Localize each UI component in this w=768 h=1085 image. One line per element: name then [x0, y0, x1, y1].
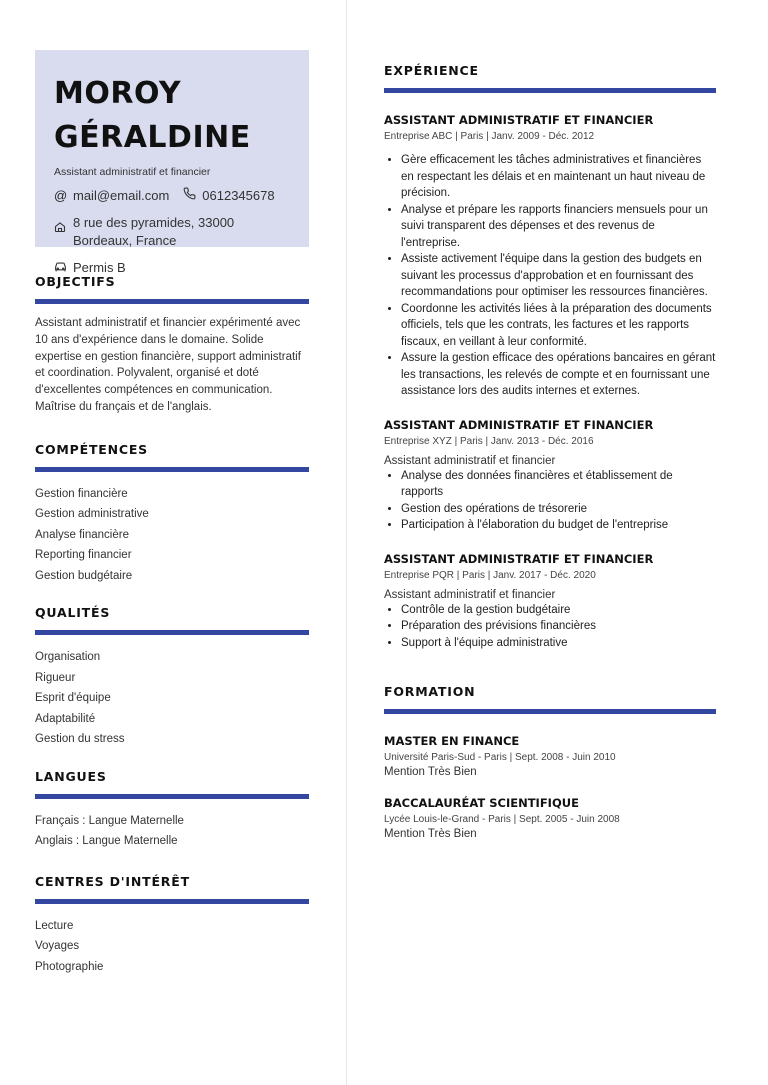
section-title: FORMATION: [384, 684, 476, 699]
job-entry: [384, 552, 716, 652]
formation-entry: [384, 796, 716, 840]
list-item: Adaptabilité: [35, 712, 96, 725]
at-icon: @: [54, 188, 68, 203]
objectifs-text: Assistant administratif et financier expérimenté avec 10 ans d'expérience dans le domaine. Solide expertise en gestion financière, support administratif et coordination. Polyvalent, organisé et doté d'excellentes compétences en communication. Maîtrise du français et de l'anglais.: [35, 317, 301, 413]
list-item: • Analyse des données financières et établissement de rapports: [401, 468, 716, 501]
list-item: Anglais : Langue Maternelle: [35, 835, 178, 848]
list-item: Reporting financier: [35, 549, 132, 562]
column-divider: [346, 0, 347, 1085]
job-title: ASSISTANT ADMINISTRATIF ET FINANCIER: [384, 551, 654, 566]
list-item: Organisation: [35, 651, 101, 664]
degree-meta: Lycée Louis-le-Grand - Paris | Sept. 2005 - Juin 2008: [384, 814, 620, 825]
section-rule: [384, 88, 716, 93]
formation-entry: [384, 734, 716, 778]
interets-list: [35, 916, 309, 978]
section-rule: [35, 630, 309, 635]
degree-mention: Mention Très Bien: [384, 828, 477, 840]
list-item: • Coordonne les activités liées à la préparation des documents officiels, tels que les contrats, les factures et les rapports fiscaux, en veillant à leur conformité.: [401, 301, 716, 351]
section-title: QUALITÉS: [35, 605, 111, 621]
email: mail@email.com: [73, 188, 170, 203]
list-item: • Contrôle de la gestion budgétaire: [401, 602, 716, 619]
competences-list: [35, 484, 309, 587]
job-title: ASSISTANT ADMINISTRATIF ET FINANCIER: [384, 417, 654, 432]
header-box: [35, 50, 309, 275]
section-interets: [35, 874, 309, 978]
list-item: Esprit d'équipe: [35, 692, 111, 705]
section-rule: [35, 899, 309, 904]
list-item: Lecture: [35, 919, 74, 932]
list-item: Gestion administrative: [35, 508, 149, 521]
contact-email-phone: [54, 187, 290, 205]
list-item: Rigueur: [35, 671, 76, 684]
section-title: LANGUES: [35, 768, 107, 784]
list-item: Gestion budgétaire: [35, 569, 133, 582]
list-item: • Assure la gestion efficace des opérations bancaires en gérant les transactions, les relevés de compte et en fournissant une assistance lors des audits internes et externes.: [401, 350, 716, 400]
job-desc: Assistant administratif et financier: [384, 454, 556, 467]
degree-title: MASTER EN FINANCE: [384, 734, 520, 748]
section-rule: [384, 709, 716, 714]
list-item: • Support à l'équipe administrative: [401, 635, 716, 652]
list-item: Gestion du stress: [35, 733, 125, 746]
list-item: • Analyse et prépare les rapports financiers mensuels pour un suivi transparent des dépenses et des revenus de l'entreprise.: [401, 202, 716, 252]
section-title: EXPÉRIENCE: [384, 63, 479, 78]
name-first: MOROY: [54, 76, 182, 111]
section-qualites: [35, 605, 309, 750]
phone-icon: [183, 187, 199, 205]
list-item: • Gestion des opérations de trésorerie: [401, 501, 716, 518]
list-item: • Préparation des prévisions financières: [401, 618, 716, 635]
job-meta: Entreprise XYZ | Paris | Janv. 2013 - Déc. 2016: [384, 435, 594, 447]
job-bullets: [384, 152, 716, 400]
section-langues: [35, 769, 309, 852]
job-bullets: [384, 602, 716, 652]
phone: 0612345678: [202, 188, 275, 203]
qualites-list: [35, 647, 309, 750]
job-meta: Entreprise ABC | Paris | Janv. 2009 - Déc. 2012: [384, 131, 595, 142]
section-formation: [384, 684, 716, 840]
list-item: • Participation à l'élaboration du budget de l'entreprise: [401, 517, 716, 534]
section-title: CENTRES D'INTÉRÊT: [35, 873, 190, 889]
list-item: Photographie: [35, 960, 104, 973]
home-icon: [54, 214, 70, 238]
degree-meta: Université Paris-Sud - Paris | Sept. 2008 - Juin 2010: [384, 752, 616, 763]
section-rule: [35, 299, 309, 304]
list-item: Analyse financière: [35, 528, 129, 541]
name-last: GÉRALDINE: [54, 120, 251, 155]
job-title: ASSISTANT ADMINISTRATIF ET FINANCIER: [384, 113, 654, 127]
job-entry: [384, 418, 716, 534]
job-entry: [384, 113, 716, 400]
list-item: • Gère efficacement les tâches administratives et financières en respectant les délais et en maintenant un haut niveau de précision.: [401, 152, 716, 202]
section-objectifs: [35, 274, 309, 416]
langues-list: [35, 811, 309, 852]
section-rule: [35, 794, 309, 799]
job-meta: Entreprise PQR | Paris | Janv. 2017 - Déc. 2020: [384, 569, 596, 581]
job-subtitle: Assistant administratif et financier: [54, 166, 211, 178]
section-title: OBJECTIFS: [35, 274, 116, 289]
section-competences: [35, 442, 309, 587]
left-column: [35, 50, 309, 977]
list-item: Gestion financière: [35, 487, 128, 500]
section-experience: [384, 63, 716, 651]
right-column: [384, 0, 716, 840]
contact-address: [54, 214, 290, 250]
job-bullets: [384, 468, 716, 534]
degree-title: BACCALAURÉAT SCIENTIFIQUE: [384, 796, 579, 810]
degree-mention: Mention Très Bien: [384, 766, 477, 778]
list-item: Français : Langue Maternelle: [35, 814, 184, 827]
section-title: COMPÉTENCES: [35, 441, 148, 457]
section-rule: [35, 467, 309, 472]
job-desc: Assistant administratif et financier: [384, 588, 556, 601]
list-item: Voyages: [35, 940, 80, 953]
list-item: • Assiste activement l'équipe dans la gestion des budgets en suivant les processus d'approbation et en fournissant des recommandations pour optimiser les ressources financières.: [401, 251, 716, 301]
license: Permis B: [73, 260, 126, 275]
address: 8 rue des pyramides, 33000 Bordeaux, France: [73, 215, 235, 248]
